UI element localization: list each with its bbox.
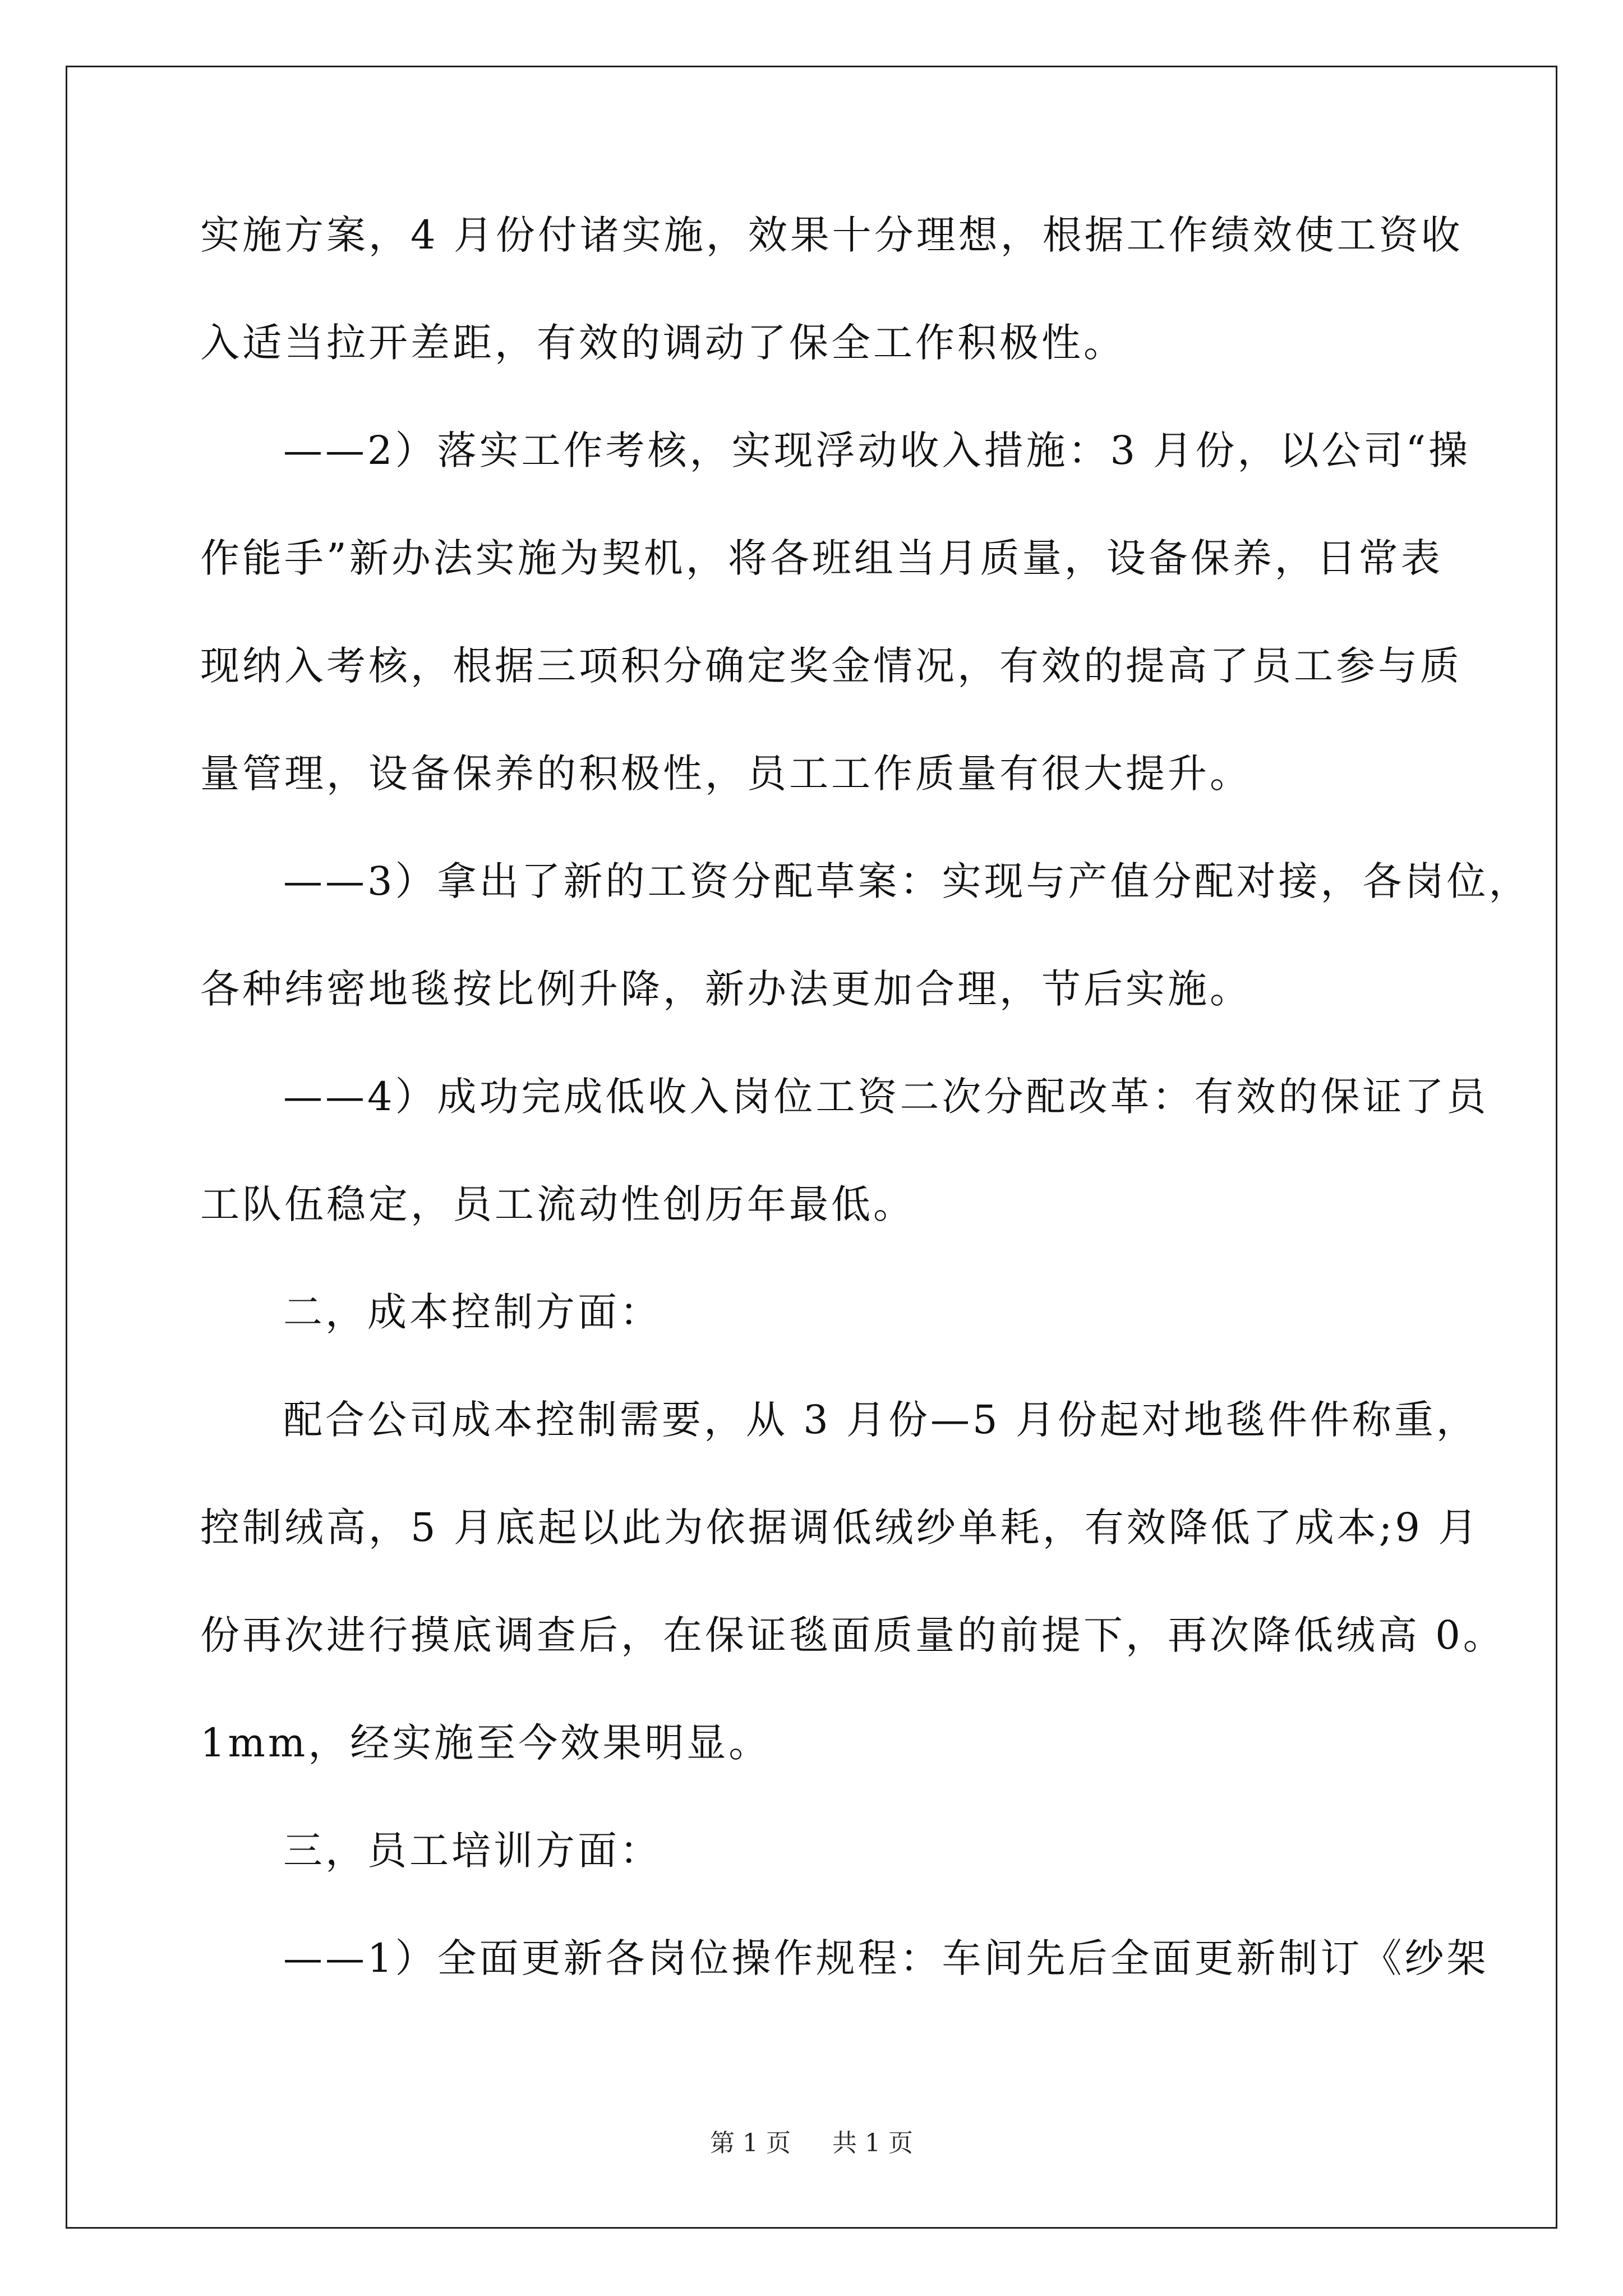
text-line: ——1）全面更新各岗位操作规程：车间先后全面更新制订《纱架 <box>283 1935 1489 1981</box>
text-line: 实施方案，4 月份付诸实施，效果十分理想，根据工作绩效使工资收 <box>200 212 1463 258</box>
text-line: 量管理，设备保养的积极性，员工工作质量有很大提升。 <box>200 751 1252 797</box>
total-pages: 共 1 页 <box>832 2129 913 2157</box>
section-heading: 三，员工培训方面： <box>283 1828 662 1874</box>
text-line: 各种纬密地毯按比例升降，新办法更加合理，节后实施。 <box>200 966 1252 1012</box>
text-line: 工队伍稳定，员工流动性创历年最低。 <box>200 1181 915 1227</box>
text-line: 控制绒高，5 月底起以此为依据调低绒纱单耗，有效降低了成本;9 月 <box>200 1504 1481 1550</box>
text-line: 配合公司成本控制需要，从 3 月份—5 月份起对地毯件件称重， <box>283 1397 1478 1443</box>
text-line: 份再次进行摸底调查后，在保证毯面质量的前提下，再次降低绒高 0。 <box>200 1612 1505 1658</box>
page-number: 第 1 页 <box>710 2129 791 2157</box>
document-body <box>200 212 1531 2044</box>
text-line: ——2）落实工作考核，实现浮动收入措施：3 月份，以公司“操 <box>283 427 1471 473</box>
text-line: 现纳入考核，根据三项积分确定奖金情况，有效的提高了员工参与质 <box>200 643 1462 689</box>
page-footer <box>0 2129 1623 2157</box>
text-line: 作能手”新办法实施为契机，将各班组当月质量，设备保养，日常表 <box>200 535 1443 581</box>
text-line: ——3）拿出了新的工资分配草案：实现与产值分配对接，各岗位， <box>283 858 1531 904</box>
text-line: 1mm，经实施至今效果明显。 <box>200 1720 771 1766</box>
text-line: 入适当拉开差距，有效的调动了保全工作积极性。 <box>200 320 1126 366</box>
section-heading: 二，成本控制方面： <box>283 1289 662 1335</box>
text-line: ——4）成功完成低收入岗位工资二次分配改革：有效的保证了员 <box>283 1074 1489 1120</box>
